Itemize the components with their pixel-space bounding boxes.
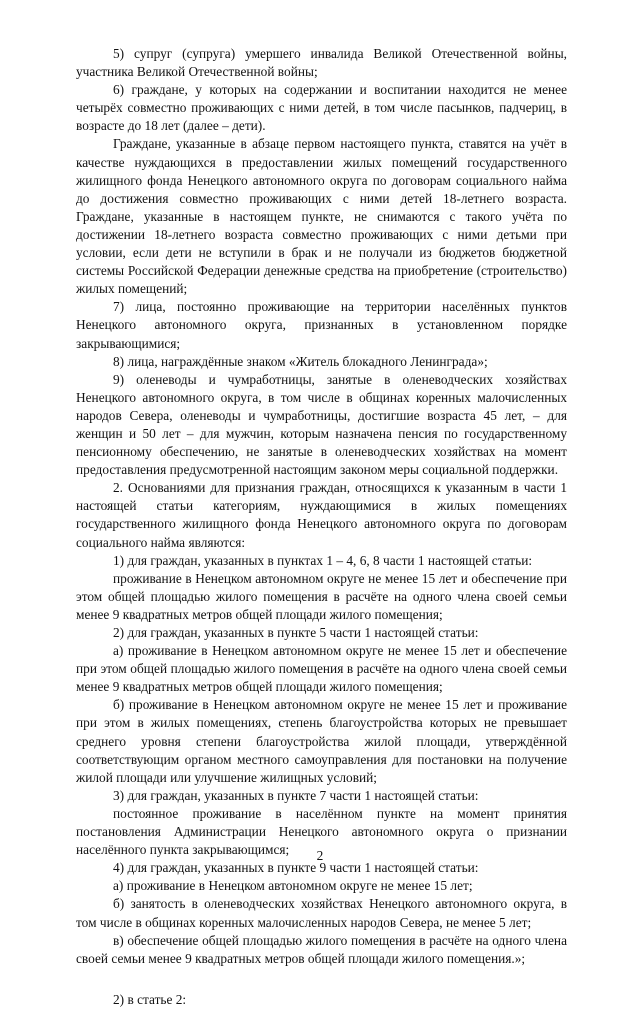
paragraph: 5) супруг (супруга) умершего инвалида Великой Отечественной войны, участника Великой Отечественной войны; bbox=[76, 46, 567, 80]
paragraph: 2. Основаниями для признания граждан, относящихся к указанным в части 1 настоящей статьи категориям, нуждающимися в жилых помещениях государственного жилищного фонда Ненецкого автономного округа по договорам социального найма являются: bbox=[76, 480, 567, 550]
spacer bbox=[76, 968, 567, 991]
paragraph: а) проживание в Ненецком автономном округе не менее 15 лет; bbox=[113, 878, 473, 894]
paragraph: б) проживание в Ненецком автономном округе не менее 15 лет и проживание при этом в жилых помещениях, степень благоустройства которых не превышает среднего уровня степени благоустройства жилой площади, утверждённой соответствующим органом местного самоуправления для постановки на получение жилой площади или улучшение жилищных условий; bbox=[76, 697, 567, 785]
paragraph: 7) лица, постоянно проживающие на территории населённых пунктов Ненецкого автономного округа, признанных в установленном порядке закрывающимися; bbox=[76, 299, 567, 351]
paragraph: 3) для граждан, указанных в пункте 7 части 1 настоящей статьи: bbox=[113, 787, 479, 803]
paragraph: 9) оленеводы и чумработницы, занятые в оленеводческих хозяйствах Ненецкого автономного округа, в том числе в общинах коренных малочисленных народов Севера, оленеводы и чумработницы, достигшие возраста 45 лет, – для женщин и 50 лет – для мужчин, которым назначена пенсия по государственному пенсионному обеспечению, не занятые в оленеводческих хозяйствах на момент предоставления предусмотренной настоящим законом меры социальной поддержки. bbox=[76, 371, 567, 478]
paragraph: постоянное проживание в населённом пункте на момент принятия постановления Администрации Ненецкого автономного округа о признании населённого пункта закрывающимся; bbox=[76, 805, 567, 858]
paragraph: 8) лица, награждённые знаком «Житель блокадного Ленинграда»; bbox=[113, 353, 488, 369]
paragraph: б) занятость в оленеводческих хозяйствах Ненецкого автономного округа, в том числе в общинах коренных малочисленных народов Севера, не менее 5 лет; bbox=[76, 896, 567, 930]
paragraph: 1) для граждан, указанных в пунктах 1 – 4, 6, 8 части 1 настоящей статьи: bbox=[113, 552, 533, 568]
paragraph: в) обеспечение общей площадью жилого помещения в расчёте на одного члена своей семьи менее 9 квадратных метров общей площади жилого помещения.»; bbox=[76, 932, 567, 966]
page-number: 2 bbox=[316, 848, 324, 863]
paragraph: проживание в Ненецком автономном округе не менее 15 лет и обеспечение при этом общей площадью жилого помещения в расчёте на одного члена своей семьи менее 9 квадратных метров общей площади жилого помещения; bbox=[76, 570, 567, 622]
paragraph: Граждане, указанные в абзаце первом настоящего пункта, ставятся на учёт в качестве нуждающихся в предоставлении жилых помещений государственного жилищного фонда Ненецкого автономного округа по договорам социального найма до достижения совместно проживающих с ними детей 18-летнего возраста. Граждане, указанные в настоящем пункте, не снимаются с такого учёта по достижении 18-летнего возраста совместно проживающих с ними детьми при условии, если дети не вступили в брак и не получали из бюджетов бюджетной системы Российской Федерации денежные средства на приобретение (строительство) жилых помещений; bbox=[76, 136, 567, 297]
paragraph: 6) граждане, у которых на содержании и воспитании находится не менее четырёх совместно проживающих с ними детей, в том числе пасынков, падчериц, в возрасте до 18 лет (далее – дети). bbox=[76, 82, 567, 134]
paragraph: а) проживание в Ненецком автономном округе не менее 15 лет и обеспечение при этом общей площадью жилого помещения в расчёте на одного члена своей семьи менее 9 квадратных метров общей площади жилого помещения; bbox=[76, 643, 567, 695]
closing-item: 2) в статье 2: bbox=[113, 991, 187, 1007]
paragraph: 2) для граждан, указанных в пункте 5 части 1 настоящей статьи: bbox=[113, 625, 479, 640]
paragraph: 4) для граждан, указанных в пункте 9 части 1 настоящей статьи: bbox=[113, 860, 479, 876]
